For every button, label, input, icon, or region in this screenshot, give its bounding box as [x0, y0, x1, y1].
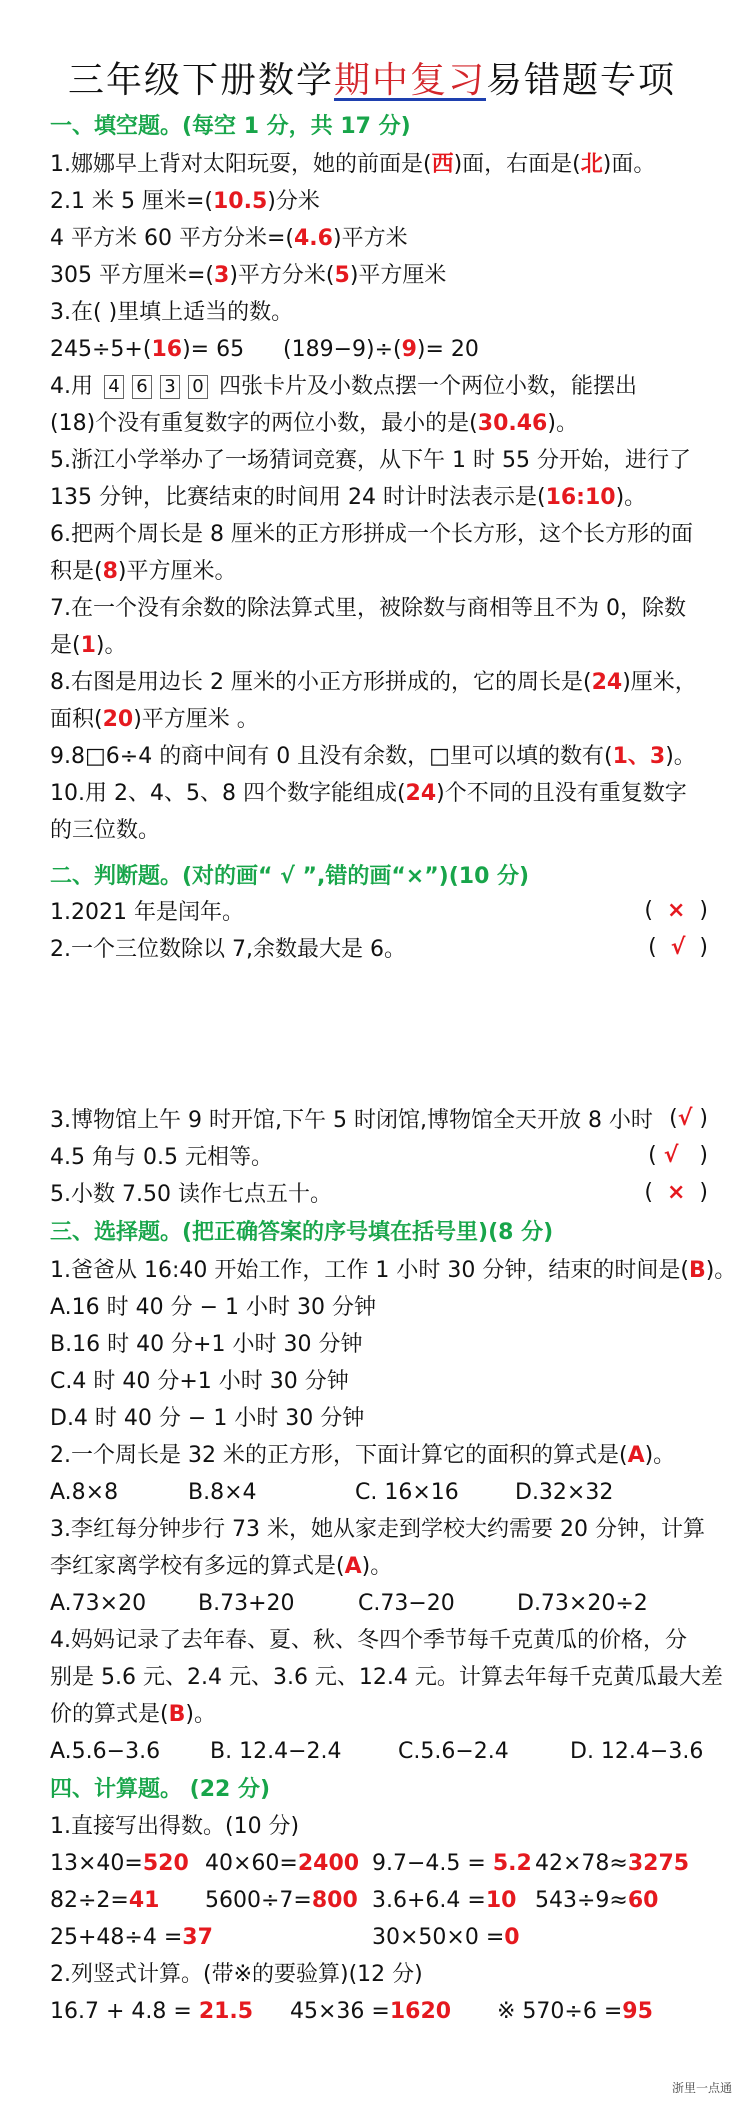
calc-item: [372, 1886, 516, 1916]
text: 10.用 2、4、5、8 四个数字能组成(: [50, 781, 406, 806]
answer: 24: [405, 781, 437, 806]
text: )面。: [602, 152, 656, 177]
answer: 16: [151, 337, 183, 362]
answer: A: [344, 1554, 362, 1579]
s3-q4b: 别是 5.6 元、2.4 元、3.6 元、12.4 元。计算去年每千克黄瓜最大差: [50, 1665, 723, 1690]
judge-answer: ( √ ): [648, 1143, 708, 1168]
s1-q3: 3.在( )里填上适当的数。: [50, 300, 294, 325]
answer: B: [688, 1258, 706, 1283]
answer: ×: [666, 1180, 686, 1205]
s1-q4b: [50, 409, 714, 439]
option: C.4 时 40 分+1 小时 30 分钟: [50, 1369, 349, 1394]
answer: 60: [627, 1888, 659, 1913]
expr: 9.7−4.5 =: [372, 1851, 493, 1876]
answer: 37: [182, 1925, 213, 1950]
s3-q4c: [50, 1700, 714, 1730]
judge-item: [50, 935, 714, 965]
text: )平方厘米。: [117, 559, 237, 584]
calc-item: [535, 1886, 658, 1916]
text: 积是(: [50, 559, 103, 584]
text: )厘米，: [622, 670, 697, 695]
s3-q3b: [50, 1552, 714, 1582]
option: A.8×8: [50, 1480, 119, 1505]
text: 是(: [50, 633, 81, 658]
text: )。: [185, 1702, 216, 1727]
expr: 45×36 =: [290, 1999, 390, 2024]
option: C.73−20: [358, 1591, 455, 1616]
calc-item: [372, 1849, 532, 1879]
text: )。: [665, 744, 696, 769]
option: B. 12.4−2.4: [210, 1739, 342, 1764]
option: B.16 时 40 分+1 小时 30 分钟: [50, 1332, 363, 1357]
text: 305 平方厘米=(: [50, 263, 215, 288]
text: 2.一个周长是 32 米的正方形，下面计算它的面积的算式是(: [50, 1443, 628, 1468]
judge-item: [50, 898, 714, 928]
expr: 16.7 + 4.8 =: [50, 1999, 199, 2024]
judge-item: [50, 1143, 714, 1173]
answer: 10.5: [212, 189, 268, 214]
judge-answer: ( × ): [644, 898, 708, 923]
option: B.73+20: [198, 1591, 295, 1616]
answer: 西: [431, 152, 454, 177]
section-1-heading: 一、填空题。(每空 1 分，共 17 分): [50, 114, 411, 139]
text: 245÷5+(: [50, 337, 152, 362]
text: )= 65: [182, 337, 245, 362]
judge-answer: ( × ): [644, 1180, 708, 1205]
text: )平方米: [332, 226, 408, 251]
answer: 10: [485, 1888, 517, 1913]
calc-item: [535, 1849, 689, 1879]
answer: 21.5: [198, 1999, 254, 2024]
judge-item: [50, 1106, 714, 1136]
expr: 25+48÷4 =: [50, 1925, 183, 1950]
s1-q2a: [50, 187, 714, 217]
option: D.4 时 40 分 − 1 小时 30 分钟: [50, 1406, 365, 1431]
option: D. 12.4−3.6: [570, 1739, 704, 1764]
text: )平方厘米 。: [133, 707, 259, 732]
text: )。: [95, 633, 127, 658]
expr: 5600÷7=: [205, 1888, 312, 1913]
text: )。: [361, 1554, 393, 1579]
s1-q10a: [50, 779, 714, 809]
text: 面积(: [50, 707, 103, 732]
text: 四张卡片及小数点摆一个两位小数，能摆出: [219, 374, 638, 399]
answer: 北: [580, 152, 603, 177]
expr: ※ 570÷6 =: [497, 1999, 623, 2024]
text: 4.用: [50, 374, 93, 399]
title-highlight: 期中复习: [333, 60, 486, 101]
s3-q1: [50, 1256, 737, 1286]
text: 李红家离学校有多远的算式是(: [50, 1554, 345, 1579]
answer: 2400: [297, 1851, 360, 1876]
answer: 0: [504, 1925, 520, 1950]
calc-item: [50, 1923, 213, 1953]
s1-q1: [50, 150, 714, 180]
s1-q8b: [50, 705, 714, 735]
answer: 3275: [627, 1851, 690, 1876]
number-card: 4: [104, 375, 124, 399]
judge-answer: ( √ ): [648, 935, 708, 960]
s1-q2b: [50, 224, 714, 254]
s1-q3b: [283, 335, 479, 365]
title-suffix: 易错题专项: [486, 60, 677, 101]
text: 5.小数 7.50 读作七点五十。: [50, 1182, 332, 1207]
text: 1.2021 年是闰年。: [50, 900, 244, 925]
calc-item: [50, 1849, 189, 1879]
option: A.16 时 40 分 − 1 小时 30 分钟: [50, 1295, 377, 1320]
answer: √: [670, 935, 686, 960]
text: )个没有重复数字的两位小数，最小的是(: [86, 411, 478, 436]
s1-q6a: 6.把两个周长是 8 厘米的正方形拼成一个长方形，这个长方形的面: [50, 522, 693, 547]
vertical-calc-item: [497, 1997, 653, 2027]
text: 2.1 米 5 厘米=(: [50, 189, 213, 214]
number-card: 3: [160, 375, 180, 399]
answer: A: [627, 1443, 645, 1468]
option: D.73×20÷2: [517, 1591, 648, 1616]
text: )。: [615, 485, 647, 510]
s3-q2: [50, 1441, 714, 1471]
answer: 800: [311, 1888, 358, 1913]
expr: 543÷9≈: [535, 1888, 628, 1913]
s1-q7a: 7.在一个没有余数的除法算式里，被除数与商相等且不为 0，除数: [50, 596, 686, 621]
vertical-calc-item: [50, 1997, 253, 2027]
text: 8.右图是用边长 2 厘米的小正方形拼成的，它的周长是(: [50, 670, 592, 695]
text: )分米: [267, 189, 320, 214]
watermark-footer: 浙里一点通: [671, 2081, 732, 2095]
text: 135 分钟，比赛结束的时间用 24 时计时法表示是(: [50, 485, 546, 510]
expr: 82÷2=: [50, 1888, 129, 1913]
calc-item: [372, 1923, 520, 1953]
answer: ×: [666, 898, 686, 923]
answer: 1620: [389, 1999, 452, 2024]
judge-item: [50, 1180, 714, 1210]
section-4-heading: 四、计算题。 (22 分): [50, 1777, 271, 1802]
s1-q8a: [50, 668, 714, 698]
text: 3.博物馆上午 9 时开馆,下午 5 时闭馆,博物馆全天开放 8 小时: [50, 1108, 653, 1133]
s1-q10b: 的三位数。: [50, 818, 161, 843]
option: C. 16×16: [355, 1480, 459, 1505]
expr: 40×60=: [205, 1851, 298, 1876]
s1-q4a: [50, 372, 714, 402]
text: 4 平方米 60 平方分米=(: [50, 226, 294, 251]
judge-answer: (√ ): [669, 1106, 708, 1131]
s4-sub2: 2.列竖式计算。(带※的要验算)(12 分): [50, 1962, 423, 1987]
text: 2.一个三位数除以 7,余数最大是 6。: [50, 937, 406, 962]
option: A.5.6−3.6: [50, 1739, 161, 1764]
text: )个不同的且没有重复数字: [436, 781, 687, 806]
answer: √: [663, 1143, 679, 1168]
text: 1.爸爸从 16:40 开始工作，工作 1 小时 30 分钟，结束的时间是(: [50, 1258, 689, 1283]
title-prefix: 三年级下册数学: [67, 60, 334, 101]
text: (: [50, 411, 59, 436]
number-card: 0: [188, 375, 208, 399]
text: )平方分米(: [229, 263, 335, 288]
s1-q9: [50, 742, 714, 772]
text: )。: [705, 1258, 737, 1283]
option: C.5.6−2.4: [398, 1739, 509, 1764]
option: D.32×32: [515, 1480, 614, 1505]
calc-item: [50, 1886, 159, 1916]
option: B.8×4: [188, 1480, 257, 1505]
answer: 8: [102, 559, 118, 584]
section-3-heading: 三、选择题。(把正确答案的序号填在括号里)(8 分): [50, 1220, 554, 1245]
text: )。: [644, 1443, 676, 1468]
s3-q4a: 4.妈妈记录了去年春、夏、秋、冬四个季节每千克黄瓜的价格，分: [50, 1628, 687, 1653]
s1-q5a: 5.浙江小学举办了一场猜词竞赛，从下午 1 时 55 分开始，进行了: [50, 448, 691, 473]
answer: 20: [102, 707, 134, 732]
answer: 4.6: [294, 226, 333, 251]
expr: 3.6+6.4 =: [372, 1888, 486, 1913]
page-title: [0, 52, 744, 103]
answer: 30.46: [477, 411, 548, 436]
text: (189−9)÷(: [283, 337, 402, 362]
answer: 16:10: [545, 485, 616, 510]
text: 价的算式是(: [50, 1702, 169, 1727]
calc-item: [205, 1849, 359, 1879]
s4-sub1: 1.直接写出得数。(10 分): [50, 1814, 300, 1839]
s1-q6b: [50, 557, 714, 587]
text: 4.5 角与 0.5 元相等。: [50, 1145, 273, 1170]
text: 1.娜娜早上背对太阳玩耍，她的前面是(: [50, 152, 432, 177]
answer: √: [677, 1106, 693, 1131]
option: A.73×20: [50, 1591, 147, 1616]
s1-q2c: [50, 261, 714, 291]
text: )平方厘米: [349, 263, 447, 288]
answer: 5: [334, 263, 350, 288]
expr: 13×40=: [50, 1851, 143, 1876]
answer: 1、3: [612, 744, 666, 769]
text: )。: [547, 411, 578, 436]
answer: 9: [401, 337, 417, 362]
answer: 95: [622, 1999, 653, 2024]
expr: 42×78≈: [535, 1851, 628, 1876]
answer: 3: [214, 263, 230, 288]
answer: B: [168, 1702, 186, 1727]
text: 9.8□6÷4 的商中间有 0 且没有余数，□里可以填的数有(: [50, 744, 613, 769]
answer: 1: [80, 633, 96, 658]
s3-q3a: 3.李红每分钟步行 73 米，她从家走到学校大约需要 20 分钟，计算: [50, 1517, 705, 1542]
answer: 5.2: [492, 1851, 532, 1876]
s1-q7b: [50, 631, 714, 661]
answer: 520: [142, 1851, 189, 1876]
s1-q3a: [50, 335, 244, 365]
answer: 41: [128, 1888, 160, 1913]
answer: 18: [58, 411, 87, 436]
number-card: 6: [132, 375, 152, 399]
calc-item: [205, 1886, 358, 1916]
answer: 24: [591, 670, 623, 695]
text: )面，右面是(: [453, 152, 581, 177]
section-2-heading: 二、判断题。(对的画“ √ ”,错的画“×”)(10 分): [50, 864, 530, 889]
s1-q5b: [50, 483, 714, 513]
vertical-calc-item: [290, 1997, 451, 2027]
text: )= 20: [416, 337, 479, 362]
expr: 30×50×0 =: [372, 1925, 505, 1950]
